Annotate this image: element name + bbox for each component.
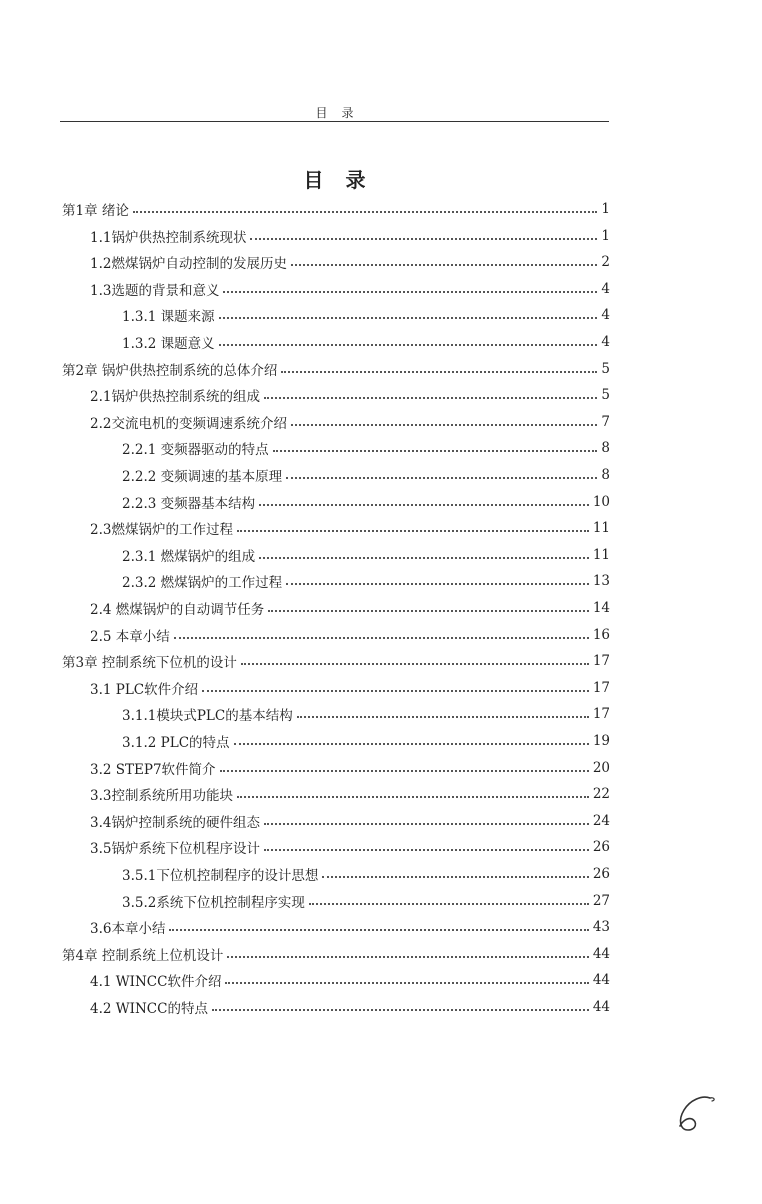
toc-entry-page: 5 — [601, 360, 610, 377]
toc-entry-page: 44 — [592, 999, 610, 1015]
toc-entry — [0, 197, 610, 221]
toc-entry-title: 1.3选题的背景和意义 — [90, 282, 220, 299]
toc-entry-page: 26 — [592, 866, 610, 882]
toc-dot-leader — [286, 583, 589, 585]
toc-entry-title: 2.4 燃煤锅炉的自动调节任务 — [90, 602, 265, 618]
toc-entry — [0, 330, 610, 354]
toc-entry — [0, 277, 610, 301]
toc-entry-page: 10 — [592, 493, 610, 510]
toc-entry-title: 1.3.2 课题意义 — [122, 336, 215, 352]
toc-dot-leader — [250, 238, 597, 240]
toc-entry — [0, 623, 610, 647]
toc-entry-page: 4 — [601, 334, 610, 350]
toc-entry — [0, 490, 610, 514]
toc-entry-page: 19 — [592, 733, 610, 749]
toc-entry-page: 8 — [601, 440, 610, 457]
toc-entry — [0, 569, 610, 593]
toc-entry-title: 3.1 PLC软件介绍 — [90, 681, 199, 698]
toc-dot-leader — [259, 504, 589, 506]
toc-entry-page: 27 — [592, 892, 610, 909]
toc-entry-page: 14 — [592, 600, 610, 616]
toc-dot-leader — [264, 397, 597, 399]
toc-dot-leader — [268, 610, 589, 612]
toc-dot-leader — [241, 663, 589, 665]
toc-dot-leader — [225, 982, 588, 984]
toc-entry-page: 17 — [592, 679, 610, 696]
toc-entry-title: 2.3.2 燃煤锅炉的工作过程 — [122, 575, 283, 592]
toc-dot-leader — [264, 823, 589, 825]
toc-dot-leader — [212, 1009, 589, 1011]
toc-entry — [0, 782, 610, 806]
toc-dot-leader — [291, 264, 597, 266]
toc-entry — [0, 809, 610, 833]
toc-entry — [0, 702, 610, 726]
toc-entry-title: 3.2 STEP7软件简介 — [90, 761, 216, 778]
toc-entry — [0, 756, 610, 780]
toc-title: 目录 — [303, 168, 388, 192]
toc-entry — [0, 463, 610, 487]
toc-entry-page: 20 — [592, 759, 610, 776]
toc-dot-leader — [219, 317, 598, 319]
toc-dot-leader — [219, 344, 598, 346]
toc-entry-page: 5 — [601, 387, 610, 404]
toc-dot-leader — [237, 796, 589, 798]
toc-entry-title: 2.5 本章小结 — [90, 628, 170, 645]
toc-dot-leader — [286, 477, 597, 479]
toc-dot-leader — [273, 450, 598, 452]
toc-entry — [0, 968, 610, 992]
toc-entry-page: 11 — [592, 546, 610, 563]
toc-entry-title: 3.1.1模块式PLC的基本结构 — [122, 708, 293, 725]
toc-entry-title: 4.1 WINCC软件介绍 — [90, 974, 222, 991]
toc-entry — [0, 676, 610, 700]
toc-entry-title: 2.1锅炉供热控制系统的组成 — [90, 389, 260, 406]
toc-entry-title: 3.5.2系统下位机控制程序实现 — [122, 894, 305, 911]
toc-entry — [0, 915, 610, 939]
toc-entry-title: 3.4锅炉控制系统的硬件组态 — [90, 814, 260, 831]
toc-entry-page: 7 — [601, 413, 610, 430]
toc-entry-page: 44 — [592, 945, 610, 962]
toc-entry-page: 4 — [601, 307, 610, 324]
toc-entry-page: 17 — [592, 653, 610, 670]
toc-entry-title: 第4章 控制系统上位机设计 — [62, 947, 224, 964]
toc-dot-leader — [259, 557, 589, 559]
toc-dot-leader — [281, 371, 597, 373]
toc-dot-leader — [297, 716, 589, 718]
toc-entry-page: 43 — [592, 919, 610, 936]
toc-entry-page: 11 — [592, 520, 610, 537]
toc-entry-title: 3.3控制系统所用功能块 — [90, 788, 233, 805]
toc-entry — [0, 303, 610, 327]
toc-entry — [0, 436, 610, 460]
toc-dot-leader — [322, 876, 588, 878]
toc-entry — [0, 995, 610, 1019]
toc-entry — [0, 224, 610, 248]
toc-entry-title: 3.6本章小结 — [90, 921, 166, 938]
toc-entry-page: 13 — [592, 573, 610, 590]
toc-entry — [0, 543, 610, 567]
header-rule — [60, 121, 609, 122]
running-header: 目录 — [315, 106, 368, 120]
toc-entry-page: 22 — [592, 786, 610, 803]
toc-entry — [0, 942, 610, 966]
toc-entry — [0, 383, 610, 407]
toc-entry-title: 2.2.3 变频器基本结构 — [122, 495, 256, 512]
toc-entry-title: 第3章 控制系统下位机的设计 — [62, 655, 237, 672]
toc-entry-page: 17 — [592, 706, 610, 723]
toc-dot-leader — [202, 690, 589, 692]
toc-entry — [0, 596, 610, 620]
toc-entry-page: 44 — [592, 972, 610, 989]
toc-entry-title: 2.2交流电机的变频调速系统介绍 — [90, 415, 287, 432]
toc-entry-title: 1.3.1 课题来源 — [122, 309, 215, 326]
toc-entry-title: 3.1.2 PLC的特点 — [122, 735, 230, 751]
toc-dot-leader — [234, 743, 589, 745]
toc-entry — [0, 649, 610, 673]
toc-dot-leader — [227, 956, 588, 958]
toc-entry — [0, 516, 610, 540]
toc-entry-title: 第1章 绪论 — [62, 203, 129, 219]
toc-dot-leader — [174, 637, 589, 639]
toc-entry-title: 2.3.1 燃煤锅炉的组成 — [122, 548, 256, 565]
toc-entry-page: 1 — [601, 201, 610, 217]
toc-dot-leader — [220, 770, 589, 772]
toc-entry — [0, 250, 610, 274]
toc-entry-page: 24 — [592, 812, 610, 829]
toc-entry — [0, 410, 610, 434]
toc-entry-title: 3.5.1下位机控制程序的设计思想 — [122, 868, 319, 884]
toc-dot-leader — [309, 903, 589, 905]
toc-entry-title: 2.2.2 变频调速的基本原理 — [122, 469, 283, 485]
toc-entry-page: 1 — [601, 227, 610, 244]
toc-entry-page: 16 — [592, 626, 610, 643]
toc-entry-title: 2.3燃煤锅炉的工作过程 — [90, 522, 233, 539]
toc-entry-title: 1.1锅炉供热控制系统现状 — [90, 229, 247, 246]
toc-entry-title: 2.2.1 变频器驱动的特点 — [122, 442, 269, 459]
toc-dot-leader — [237, 530, 589, 532]
toc-dot-leader — [133, 211, 598, 213]
toc-entry-page: 2 — [601, 254, 610, 271]
toc-entry — [0, 357, 610, 381]
toc-entry-title: 1.2燃煤锅炉自动控制的发展历史 — [90, 256, 287, 273]
toc-entry — [0, 835, 610, 859]
toc-entry — [0, 729, 610, 753]
toc-entry-page: 4 — [601, 280, 610, 297]
toc-entry-page: 26 — [592, 839, 610, 856]
toc-dot-leader — [264, 849, 589, 851]
toc-entry-title: 第2章 锅炉供热控制系统的总体介绍 — [62, 362, 278, 379]
toc-dot-leader — [223, 291, 597, 293]
toc-entry — [0, 889, 610, 913]
toc-dot-leader — [291, 424, 597, 426]
toc-entry-title: 3.5锅炉系统下位机程序设计 — [90, 841, 260, 858]
toc-entry-title: 4.2 WINCC的特点 — [90, 1001, 208, 1017]
toc-entry — [0, 862, 610, 886]
toc-dot-leader — [169, 929, 588, 931]
handwritten-page-number — [672, 1092, 722, 1138]
toc-entry-page: 8 — [601, 467, 610, 483]
